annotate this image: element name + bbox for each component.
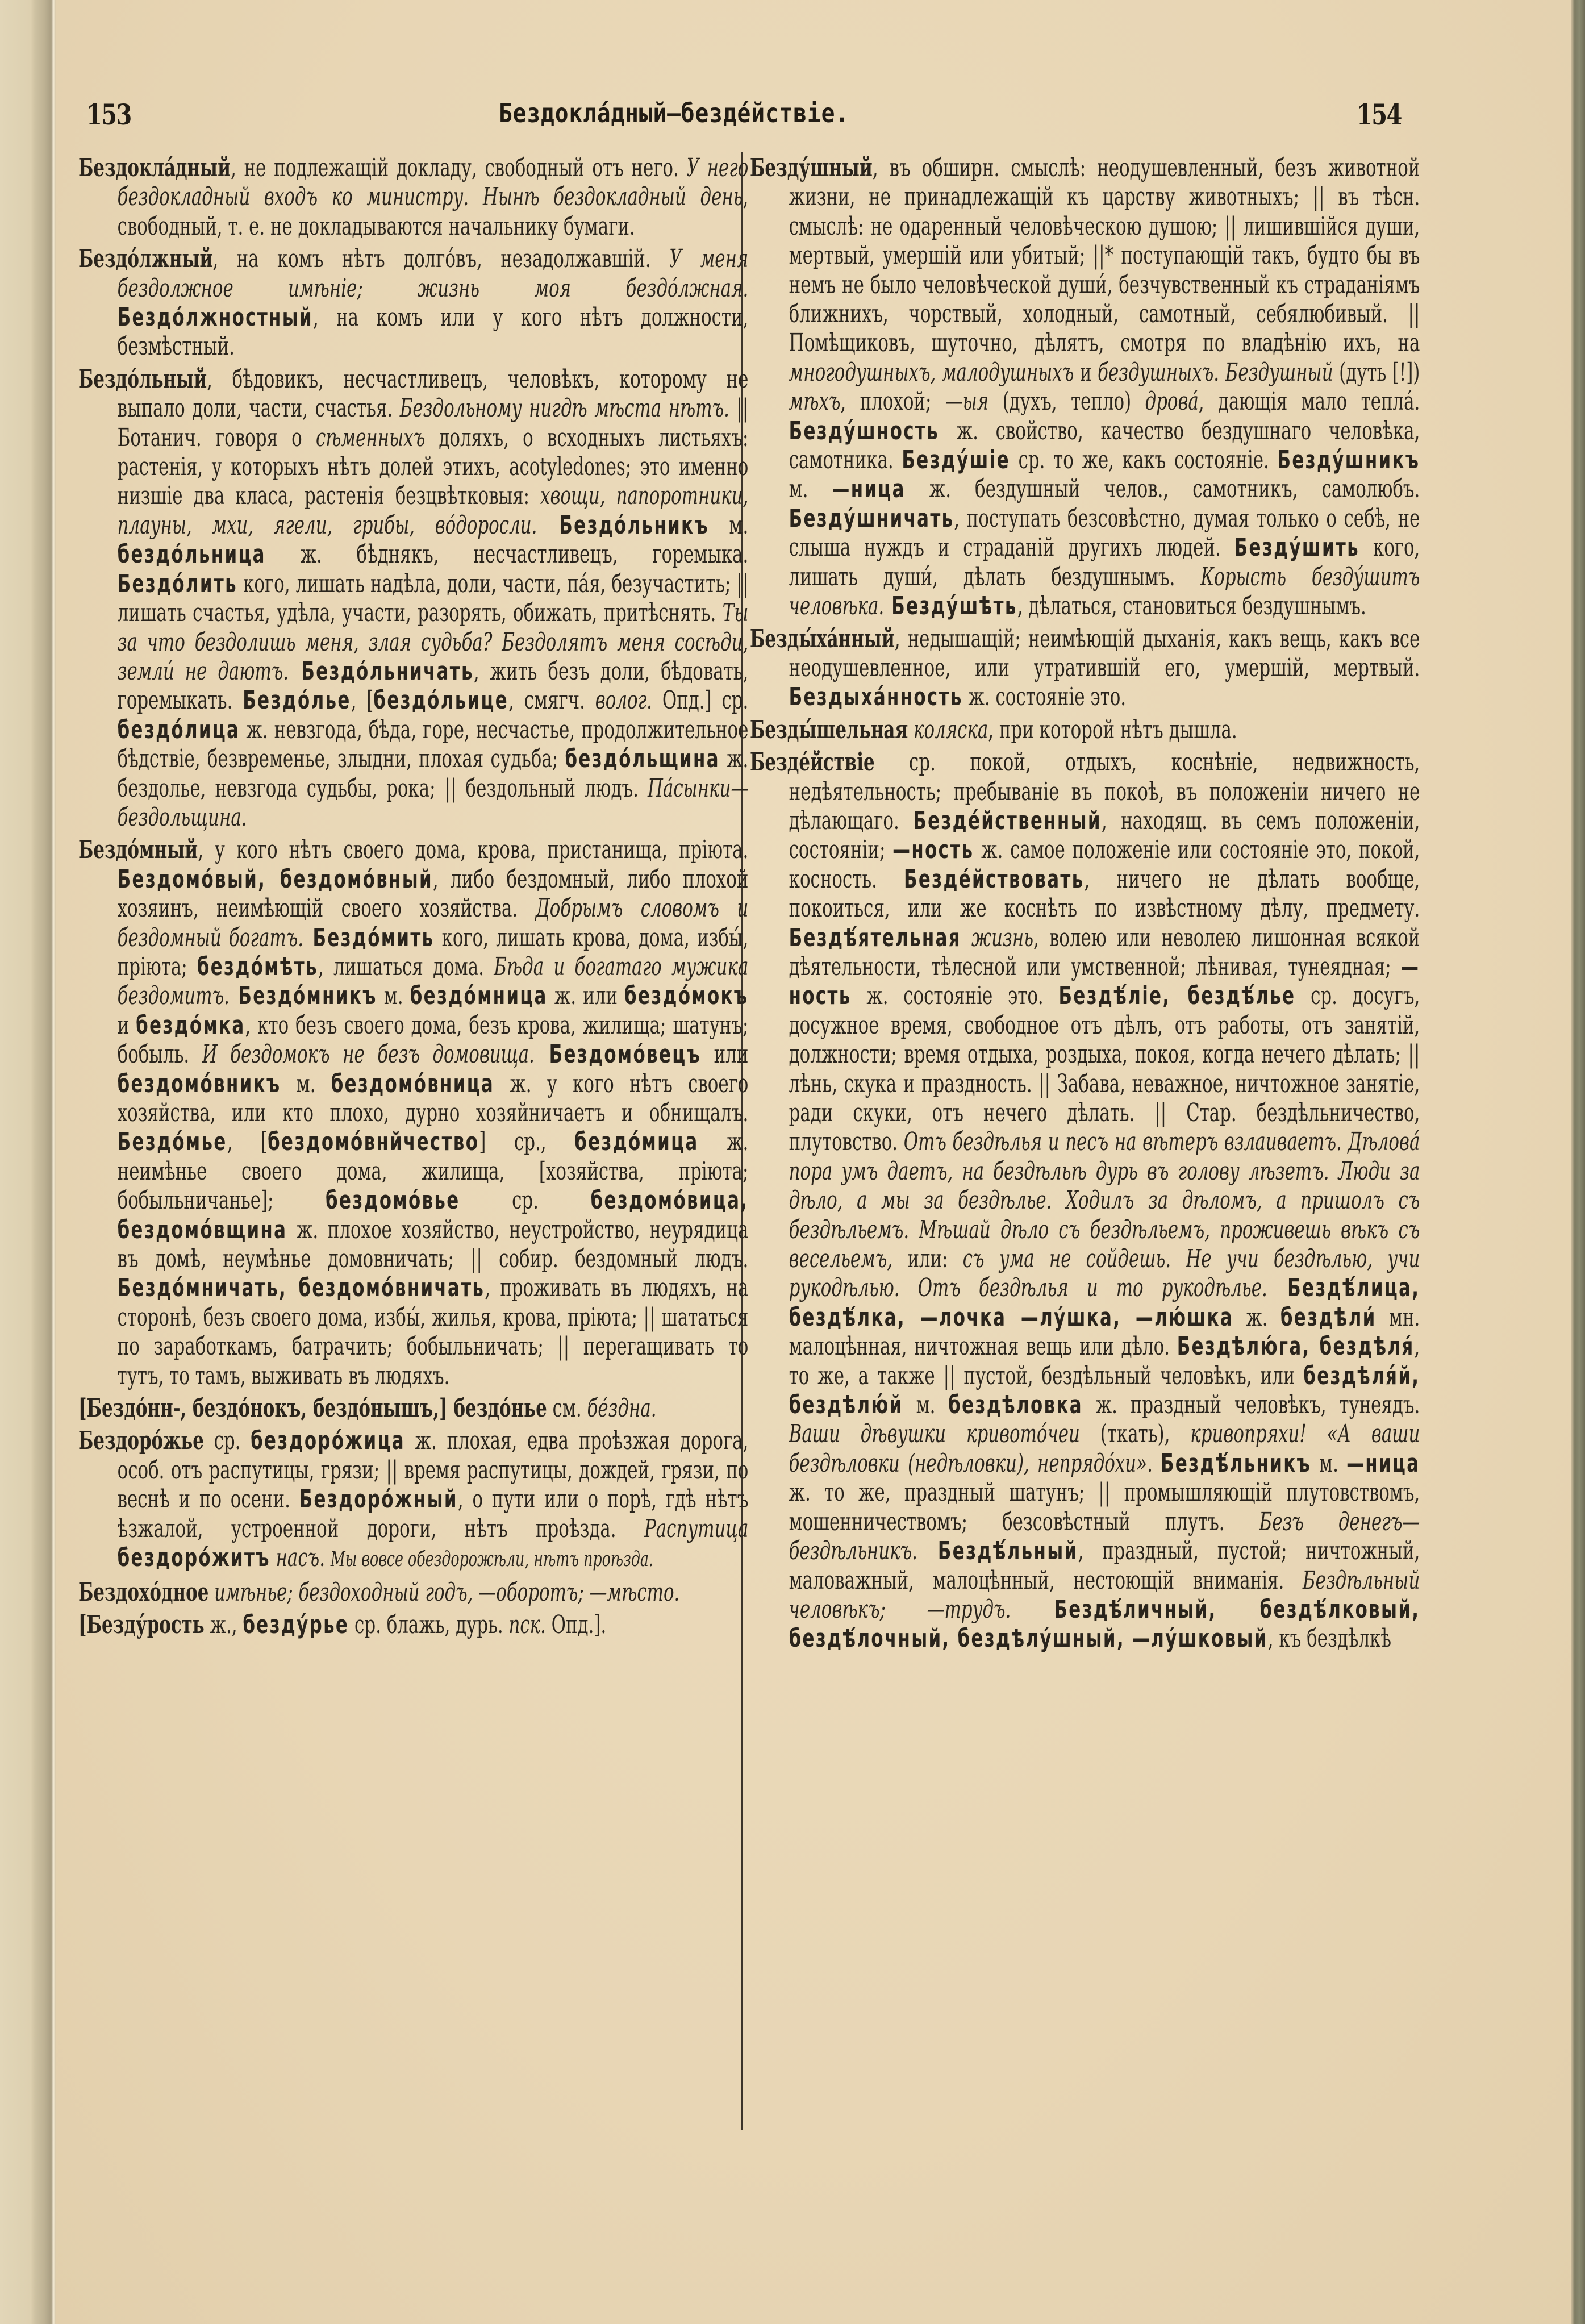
entry-text: ж. плохое хозяйство, неустройство, неурядица въ домѣ, неумѣнье домовничать; || собир. бездомный людъ. (117, 1215, 749, 1274)
entry-text: || Ботанич. говоря о (117, 394, 749, 452)
entry-text: , проживать въ людяхъ, на сторонѣ, безъ своего дома, избы́, жилья, крова, пріюта; || шататься по заработкамъ, батрачить; бобыльничать; || перегащивать то тутъ, то тамъ, выживать въ людяхъ. (117, 1273, 749, 1390)
entry-example-italic: Добрымъ словомъ и бездомный богатъ. (117, 894, 749, 952)
entry-example-italic: многодушныхъ, малодушныхъ (789, 357, 1074, 387)
entry-example-italic: Безъ денегъ—бездѣльникъ. (789, 1507, 1420, 1566)
entry-subheadword: Безде́йственный (913, 806, 1102, 835)
entry-text: , дающія мало тепла́. (1198, 387, 1420, 417)
entry-text: , поступать безсовѣстно, думая только о себѣ, не слыша нуждъ и страданій другихъ людей. (789, 503, 1420, 563)
entry-text: , недышащій; неимѣющій дыханія, какъ вещь, какъ все неодушевленное, или утратившій его, умершій, мертвый. (789, 624, 1420, 682)
entry-text: , о пути или о порѣ, гдѣ нѣтъ ѣзжалой, устроенной дороги, нѣтъ проѣзда. (117, 1485, 749, 1543)
page-header (56, 98, 1571, 138)
entry-text: , при которой нѣтъ дышла. (988, 715, 1237, 744)
entry-subheadword: Бездѣ́льный (917, 1536, 1078, 1566)
entry-text: (духъ, тепло) (988, 387, 1145, 417)
entry-subheadword: бездо́льщина (565, 744, 720, 774)
entry-subheadword: Бездѣ́льникъ (1160, 1448, 1312, 1478)
entry-text: , на комъ или у кого нѣтъ должности, безмѣстный. (117, 303, 749, 361)
entry-text: м. (281, 1069, 331, 1098)
entry-text: , либо бездомный, либо плохой хозяинъ, неимѣющій своего хозяйства. (117, 864, 749, 923)
entry-subheadword: бездо́мѣть (197, 952, 318, 981)
entry-example-italic: бе́здна. (587, 1394, 657, 1423)
entry-text: ж. состояніе это. (851, 981, 1059, 1011)
entry-text: , не подлежащій докладу, свободный отъ него. (231, 153, 687, 182)
entry-subheadword: Безду́шить (1234, 533, 1360, 563)
entry-subheadword: Бездо́мить (303, 923, 435, 952)
entry-text: ж. (1233, 1302, 1280, 1332)
entry-example-italic: Отъ бездѣлья и песъ на вѣтеръ взлаиваетъ. Дѣлова́ пора умъ даетъ, на бездѣльѣ дурь въ голову лѣзетъ. Люди за дѣло, а мы за бездѣлье. Ходилъ за дѣломъ, а пришолъ съ бездѣльемъ. Мѣшай дѣло съ бездѣльемъ, проживешь вѣкъ съ весельемъ, (789, 1127, 1420, 1274)
entry-text: ж. бѣднякъ, несчастливецъ, горемыка. (265, 540, 749, 569)
entry-headword: Бездо́мный (78, 835, 198, 865)
entry-example-italic: насъ. (270, 1543, 331, 1573)
entry-example-italic: Бездѣльный человѣкъ; —трудъ. (789, 1565, 1420, 1624)
entry-subheadword: бездомо́вье (326, 1186, 460, 1215)
entry-subheadword: Бездѣлю́га, бездѣля́ (1177, 1332, 1415, 1361)
entry-text: ж. самое положеніе или состояніе это, покой, косность. (789, 835, 1420, 894)
entry-headword: Бездо́льный (78, 364, 207, 394)
entry-subheadword: Бездо́мничать, бездомо́вничать (117, 1273, 485, 1303)
entry-example-italic: Распутица (644, 1514, 749, 1543)
entry-subheadword: Бездомо́вецъ (534, 1040, 702, 1069)
entry-text: ж., (204, 1610, 243, 1639)
entry-text: , волею или неволею лишонная всякой дѣятельности, тѣлесной или умственной; лѣнивая, тунеядная; (789, 923, 1420, 981)
entry-example-italic: сѣменныхъ (315, 423, 426, 452)
entry-text: (дуть [!]) (1333, 357, 1420, 387)
entry-subheadword: Бездѣ́ліе, бездѣ́лье (1058, 981, 1296, 1011)
entry-subheadword: Безде́йствовать (904, 864, 1085, 894)
entry-headword: [Бездо́нн-, бездо́нокъ, бездо́нышъ,] бездо́нье (78, 1394, 547, 1423)
entry-text: , въ обширн. смыслѣ: неодушевленный, безъ животной жизни, не принадлежащій къ царству животныхъ; || въ тѣсн. смыслѣ: не одаренный человѣческою душою; || лишившійся души, мертвый, умершій или убитый; ||* поступающій такъ, будто бы въ немъ не было человѣческой души́, безчувственный къ страданіямъ ближнихъ, чорствый, холодный, самотный, себялюбивый. || Помѣщиковъ, шуточно, дѣлятъ, смотря по владѣнію ихъ, на (789, 153, 1420, 358)
entry-subheadword: Бездѣ́личный, бездѣ́лковый, бездѣ́лочный, бездѣлу́шный, —лу́шковый (789, 1594, 1420, 1654)
entry-subheadword: Безду́шіе (902, 445, 1010, 475)
entry-text: , [ (351, 686, 374, 715)
entry-text: ж. неимѣнье своего дома, жилища, [хозяйства, пріюта; бобыльничанье]; (117, 1127, 749, 1215)
entry-headword: Бездоро́жье (78, 1426, 204, 1456)
entry-headword: Безды́ха́нный (750, 624, 895, 653)
entry-text: , свободный, т. е. не докладываются начальнику бумаги. (117, 182, 749, 241)
entry-subheadword: бездомо́вникъ (117, 1069, 281, 1098)
entry-headword: Безду́шный (750, 153, 873, 182)
entry-text: , на комъ нѣтъ долго́въ, незадолжавшій. (212, 244, 670, 274)
entry-text: , то же, а также || пустой, бездѣльный человѣкъ, или (789, 1332, 1420, 1390)
entry-example-italic: бездушныхъ. Бездушный (1098, 357, 1333, 387)
entry-subheadword: Безду́шничать (789, 503, 954, 533)
entry-subheadword: Безду́шникъ (1277, 445, 1420, 475)
entry-subheadword: Бездо́льничать (289, 656, 474, 686)
entry-text: или: (892, 1244, 963, 1274)
entry-example-italic: жизнь (961, 923, 1034, 952)
dictionary-entry (78, 1578, 748, 1607)
entry-text: или (701, 1040, 749, 1069)
entry-text: см. (547, 1394, 587, 1423)
entry-subheadword: —ница (1346, 1448, 1420, 1478)
entry-text: м. (903, 1390, 949, 1420)
entry-example-italic: И бездомокъ не безъ домовища. (202, 1040, 535, 1069)
entry-subheadword: бездо́мка (136, 1010, 245, 1040)
entry-text: ж. свойство, качество бездушнаго человѣка, самотника. (789, 416, 1420, 475)
entry-example-italic: кривопряхи! «А ваши бездѣловки (недѣловки), непрядо́хи» (789, 1419, 1420, 1478)
entry-text: кого, лишать надѣла, доли, части, па́я, безучастить; || лишать счастья, удѣла, участи, разорять, обижать, притѣснять. (117, 569, 749, 628)
entry-headword: Безде́йствіе (750, 748, 875, 777)
entry-text: (ткать), (1079, 1419, 1191, 1449)
entry-text: ж. или (547, 981, 625, 1011)
entry-example-italic: Ты за что бездолишь меня, злая судьба? Бездолятъ меня сосѣди, земли́ не даютъ. (117, 598, 749, 686)
dictionary-entry (750, 715, 1420, 744)
entry-subheadword: бездо́мица (574, 1127, 699, 1157)
entry-text: Опд.]. (545, 1610, 607, 1639)
entry-text: ж. бездолье, невзгода судьбы, рока; || бездольный людъ. (117, 744, 749, 803)
entry-subheadword: бездо́лица (117, 715, 240, 744)
entry-example-italic: Па́сынки—бездольщина. (117, 773, 749, 832)
entry-text: , къ бездѣлкѣ (1267, 1624, 1391, 1654)
book-page-edge-right (1571, 0, 1585, 2324)
entry-text: ср. (203, 1426, 251, 1456)
entry-text: ж. невзгода, бѣда, горе, несчастье, продолжительное бѣдствіе, безвременье, злыдни, плохая судьба; (117, 715, 749, 774)
entry-subheadword: бездѣловка (948, 1390, 1083, 1420)
entry-subheadword: Бездыха́нность (789, 682, 963, 712)
entry-text: , жить безъ доли, бѣдовать, горемыкать. (117, 656, 749, 715)
entry-example-italic: Мы вовсе обездорожѣли, нѣтъ проѣзда. (330, 1548, 653, 1572)
entry-text: ж. у кого нѣтъ своего хозяйства, или кто плохо, дурно хозяйничаетъ и обнищалъ. (117, 1069, 749, 1127)
entry-subheadword: Безду́шѣть (884, 592, 1017, 621)
entry-text: ж. состояніе это. (962, 682, 1127, 712)
left-column (78, 153, 749, 1643)
entry-subheadword: Бездо́мникъ (229, 981, 377, 1011)
entry-text: , у кого нѣтъ своего дома, крова, пристанища, пріюта. (198, 835, 749, 865)
entry-subheadword: бездоро́жица (251, 1426, 405, 1456)
dictionary-entry (750, 624, 1420, 712)
entry-subheadword: —ность (892, 835, 974, 865)
entry-subheadword: Бездо́лье (243, 686, 351, 715)
dictionary-entry (78, 1426, 748, 1574)
entry-example-italic: Бездольному нигдѣ мѣста нѣтъ. (399, 394, 729, 423)
dictionary-entry (78, 244, 748, 361)
entry-subheadword: бездо́льница (117, 540, 266, 569)
dictionary-entry (750, 153, 1420, 621)
entry-text: кого, лишать крова, дома, избы́, пріюта; (117, 923, 749, 981)
entry-headword: Бездокла́дный (78, 153, 231, 182)
entry-text: м. (708, 510, 749, 540)
entry-text: ] ср., (479, 1127, 575, 1157)
left-column-entries (78, 153, 748, 1639)
entry-subheadword: бездѣля́й, бездѣлю́й (789, 1361, 1420, 1420)
entry-text: мн. малоцѣнная, ничтожная вещь или дѣло. (789, 1302, 1420, 1361)
entry-example-italic: мѣхъ (789, 387, 841, 417)
dictionary-entry (78, 153, 748, 241)
entry-subheadword: бездѣли́ (1280, 1302, 1377, 1332)
entry-subheadword: Бездо́мье (117, 1127, 227, 1157)
entry-text: ж. плохая, едва проѣзжая дорога, особ. отъ распутицы, грязи; || время распутицы, дождей, грязи, по веснѣ и по осени. (117, 1426, 749, 1514)
entry-subheadword: —ность (789, 952, 1420, 1011)
entry-headword: Безды́шельная (750, 715, 908, 744)
dictionary-entry (78, 1394, 748, 1423)
dictionary-page (56, 0, 1571, 2324)
entry-subheadword: Бездѣ́лица, бездѣ́лка, —лочка —лу́шка, —лю́шка (789, 1273, 1420, 1332)
entry-example-italic: Бѣда и богатаго мужика бездомитъ. (117, 952, 749, 1011)
entry-subheadword: бездо́мокъ (624, 981, 749, 1011)
entry-subheadword: Бездоро́жный (299, 1485, 458, 1514)
entry-example-italic: волог. (595, 686, 652, 715)
entry-text: м. (377, 981, 410, 1011)
entry-text: , дѣлаться, становиться бездушнымъ. (1017, 592, 1366, 621)
entry-text: , праздный, пустой; ничтожный, маловажный, малоцѣнный, нестоющій вниманія. (789, 1536, 1420, 1595)
entry-text: , кто безъ своего дома, безъ крова, жилища; шатунъ; бобыль. (117, 1010, 749, 1069)
entry-text: м. (1311, 1448, 1347, 1478)
entry-text: доляхъ, о всходныхъ листьяхъ: растенія, у которыхъ нѣтъ долей этихъ, acotyledones; это именно низшіе два класа, растенія безцвѣтковыя: (117, 423, 749, 511)
entry-text: Опд.] ср. (652, 686, 749, 715)
dictionary-entry (750, 748, 1420, 1654)
dictionary-entry (78, 1610, 748, 1639)
entry-subheadword: Бездѣ́ятельная (789, 923, 961, 952)
entry-example-italic: У меня бездолжное имѣніе; жизнь моя бездо́лжная. (117, 244, 749, 303)
right-page-number: 154 (1357, 98, 1402, 131)
entry-headword: Бездо́лжный (78, 244, 213, 274)
entry-text: , находящ. въ семъ положеніи, состояніи; (789, 806, 1420, 865)
right-column (750, 153, 1420, 1657)
entry-subheadword: Бездо́лжностный (117, 303, 313, 332)
entry-text: ж. бездушный челов., самотникъ, самолюбъ. (905, 474, 1420, 504)
entry-subheadword: Безду́шность (789, 416, 939, 445)
entry-subheadword: бездомо́вница (331, 1069, 495, 1098)
entry-subheadword: бездо́мница (410, 981, 548, 1011)
entry-example-italic: имѣнье; бездоходный годъ, —оборотъ; —мѣсто. (208, 1577, 680, 1607)
right-column-entries (750, 153, 1420, 1654)
dictionary-entry (78, 835, 748, 1390)
entry-text: . (1147, 1448, 1161, 1478)
entry-subheadword: бездомо́вица, бездомо́вщина (117, 1186, 749, 1244)
entry-example-italic: пск. (508, 1610, 546, 1639)
entry-example-italic: —ыя (945, 387, 989, 417)
entry-example-italic: коляска (908, 715, 988, 744)
running-title: Бездокла́дный—безде́йствіе. (499, 98, 849, 128)
dictionary-entry (78, 365, 748, 832)
entry-subheadword: —ница (832, 474, 906, 504)
book-spine-left-page-edge (0, 0, 56, 2324)
entry-headword: Бездохо́дное (78, 1577, 209, 1607)
entry-example-italic: У него бездокладный входъ ко министру. Нынѣ бездокладный день (117, 153, 749, 212)
entry-text: ср. (460, 1186, 591, 1215)
entry-text: , бѣдовикъ, несчастливецъ, человѣкъ, которому не выпало доли, части, счастья. (117, 364, 749, 423)
entry-example-italic: хвощи, папоротники, плауны, мхи, ягели, грибы, во́доросли. (117, 481, 749, 540)
entry-headword: [Безду́рость (78, 1610, 205, 1639)
entry-subheadword: Бездомо́вый, бездомо́вный (117, 864, 433, 894)
entry-text: ср. покой, отдыхъ, коснѣніе, недвижность, недѣятельность; пребываніе въ покоѣ, въ положеніи ничего не дѣлающаго. (789, 748, 1420, 835)
entry-text: ср. то же, какъ состояніе. (1010, 445, 1278, 475)
entry-text: ж. то же, праздный шатунъ; || промышляющій плутовствомъ, мошенничествомъ; безсовѣстный плутъ. (789, 1478, 1420, 1536)
entry-subheadword: безду́рье (243, 1610, 349, 1639)
entry-example-italic: Корысть безду́шитъ человѣка. (789, 562, 1420, 621)
left-page-number: 153 (86, 98, 131, 131)
entry-subheadword: бездо́льице (373, 686, 509, 715)
entry-text: , смягч. (508, 686, 595, 715)
entry-text: ж. праздный человѣкъ, тунеядъ. (1082, 1390, 1420, 1420)
entry-example-italic: Ваши дѣвушки кривото́чеи (789, 1419, 1080, 1449)
entry-text: м. (789, 474, 832, 504)
entry-subheadword: Бездо́лить (117, 569, 237, 598)
entry-subheadword: бездомо́внйчество (268, 1127, 479, 1157)
entry-text: и (117, 1010, 136, 1040)
entry-text: , плохой; (840, 387, 945, 417)
entry-text: кого, лишать души́, дѣлать бездушнымъ. (789, 533, 1420, 592)
entry-example-italic: съ ума не сойдешь. Не учи бездѣлью, учи рукодѣлью. Отъ бездѣлья и то рукодѣлье. (789, 1244, 1420, 1303)
entry-text: , лишаться дома. (318, 952, 494, 981)
entry-example-italic: дрова́ (1145, 387, 1199, 417)
entry-text: ср. досугъ, досужное время, свободное отъ дѣлъ, отъ работы, отъ занятій, должности; время отдыха, роздыха, покоя, когда нечего дѣлать; || лѣнь, скука и праздность. || Забава, неважное, ничтожное занятіе, ради скуки, отъ нечего дѣлать. || Стар. бездѣльничество, плутовство. (789, 981, 1420, 1157)
entry-text: и (1074, 357, 1098, 387)
entry-subheadword: Бездо́льникъ (537, 510, 709, 540)
entry-subheadword: бездоро́житъ (117, 1543, 270, 1573)
entry-text: ср. блажь, дурь. (349, 1610, 509, 1639)
entry-text: , ничего не дѣлать вообще, покоиться, или же коснѣть по извѣстному дѣлу, предмету. (789, 864, 1420, 923)
entry-text: , [ (227, 1127, 268, 1157)
